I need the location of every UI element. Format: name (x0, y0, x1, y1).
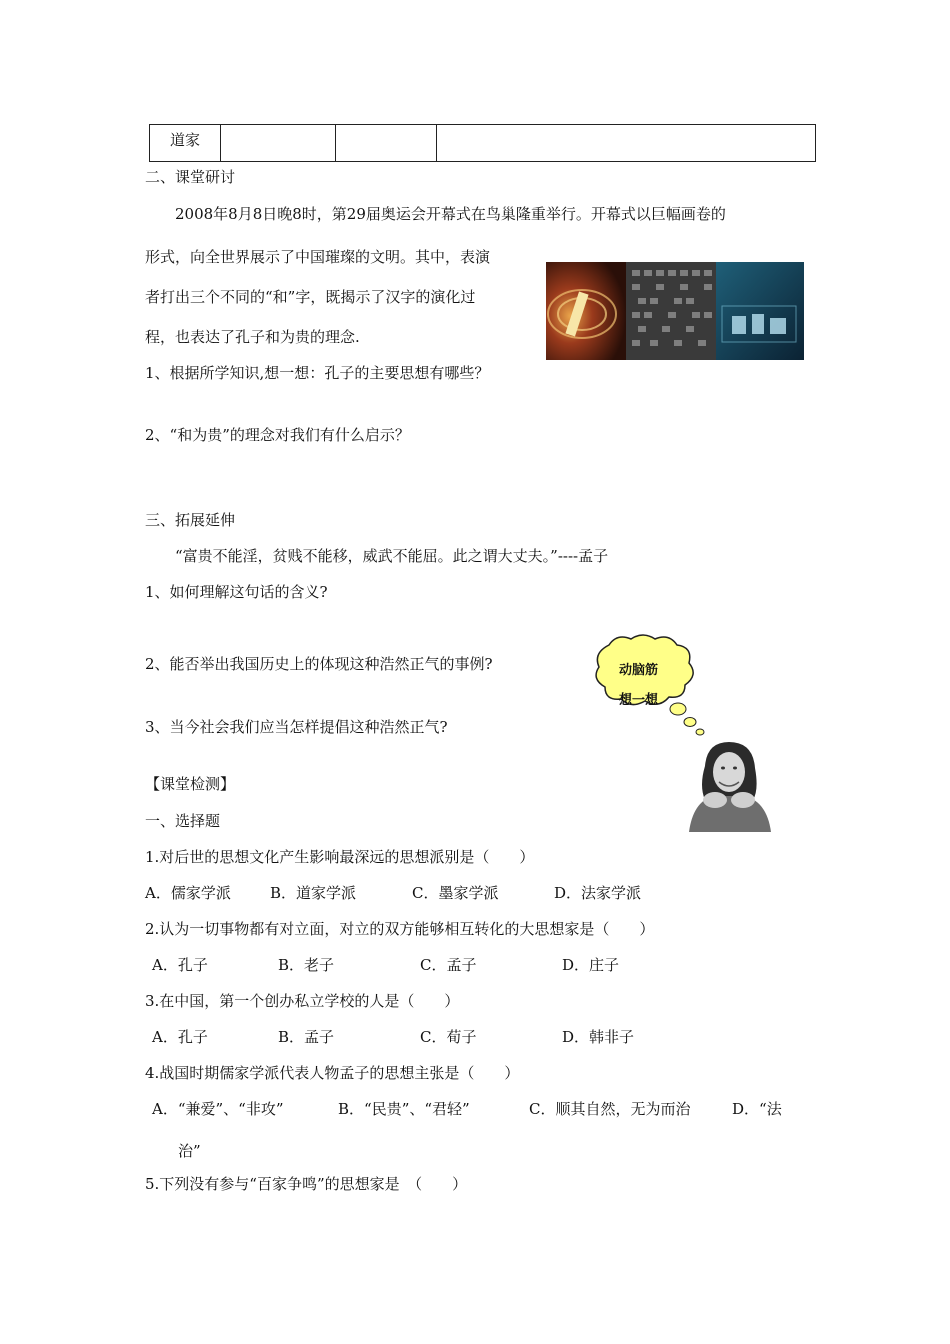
table-cell (221, 125, 336, 162)
option-b: B．“民贵”、“君轻” (338, 1100, 470, 1118)
section3-question-3: 3、当今社会我们应当怎样提倡这种浩然正气? (145, 718, 448, 736)
olympics-ceremony-photo (546, 262, 804, 360)
test-heading: 【课堂检测】 (145, 775, 236, 793)
test-subheading: 一、选择题 (145, 812, 221, 830)
section2-heading: 二、课堂研讨 (145, 168, 236, 186)
bubble-text-line2: 想一想 (619, 693, 659, 708)
table-row (150, 125, 816, 162)
question-2: 2.认为一切事物都有对立面，对立的双方能够相互转化的大思想家是（ ） (145, 920, 655, 938)
question-4: 4.战国时期儒家学派代表人物孟子的思想主张是（ ） (145, 1064, 520, 1082)
thought-bubble (589, 631, 701, 709)
option-a: A．儒家学派 (145, 884, 231, 902)
schools-table (149, 124, 816, 162)
section2-paragraph-line: 形式，向全世界展示了中国璀璨的文明。其中，表演 (145, 248, 491, 266)
option-d: D．韩非子 (562, 1028, 635, 1046)
option-d-continued: 治” (178, 1142, 201, 1160)
option-c: C．孟子 (420, 956, 477, 974)
option-d: D．“法 (732, 1100, 782, 1118)
section3-question-1: 1、如何理解这句话的含义? (145, 583, 328, 601)
table-cell (336, 125, 437, 162)
bubble-text-line1: 动脑筋 (619, 663, 659, 678)
thinking-woman-photo (683, 738, 775, 832)
question-3: 3.在中国，第一个创办私立学校的人是（ ） (145, 992, 460, 1010)
table-cell (437, 125, 816, 162)
option-c: C．墨家学派 (412, 884, 499, 902)
section3-question-2: 2、能否举出我国历史上的体现这种浩然正气的事例? (145, 655, 493, 673)
option-b: B．孟子 (278, 1028, 335, 1046)
option-a: A．孔子 (152, 956, 208, 974)
option-a: A．孔子 (152, 1028, 208, 1046)
section3-quote: “富贵不能淫，贫贱不能移，威武不能屈。此之谓大丈夫。”----孟子 (175, 547, 609, 565)
section2-paragraph-line: 者打出三个不同的“和”字，既揭示了汉字的演化过 (145, 288, 476, 306)
section2-paragraph-line: 程，也表达了孔子和为贵的理念. (145, 328, 360, 346)
section3-heading: 三、拓展延伸 (145, 511, 236, 529)
table-cell-school: 道家 (150, 125, 221, 162)
option-d: D．法家学派 (554, 884, 642, 902)
option-c: C．顺其自然，无为而治 (529, 1100, 691, 1118)
question-5: 5.下列没有参与“百家争鸣”的思想家是 （ ） (145, 1175, 468, 1193)
section2-question-2: 2、“和为贵”的理念对我们有什么启示？ (145, 426, 410, 444)
section2-question-1: 1、根据所学知识,想一想：孔子的主要思想有哪些？ (145, 364, 490, 382)
option-b: B．道家学派 (270, 884, 357, 902)
question-1: 1.对后世的思想文化产生影响最深远的思想派别是（ ） (145, 848, 535, 866)
thought-bubble-tail (668, 700, 718, 740)
option-b: B．老子 (278, 956, 335, 974)
option-d: D．庄子 (562, 956, 620, 974)
option-a: A．“兼爱”、“非攻” (152, 1100, 284, 1118)
option-c: C．荀子 (420, 1028, 477, 1046)
section2-paragraph-line: 2008年8月8日晚8时，第29届奥运会开幕式在鸟巢隆重举行。开幕式以巨幅画卷的 (175, 205, 726, 223)
